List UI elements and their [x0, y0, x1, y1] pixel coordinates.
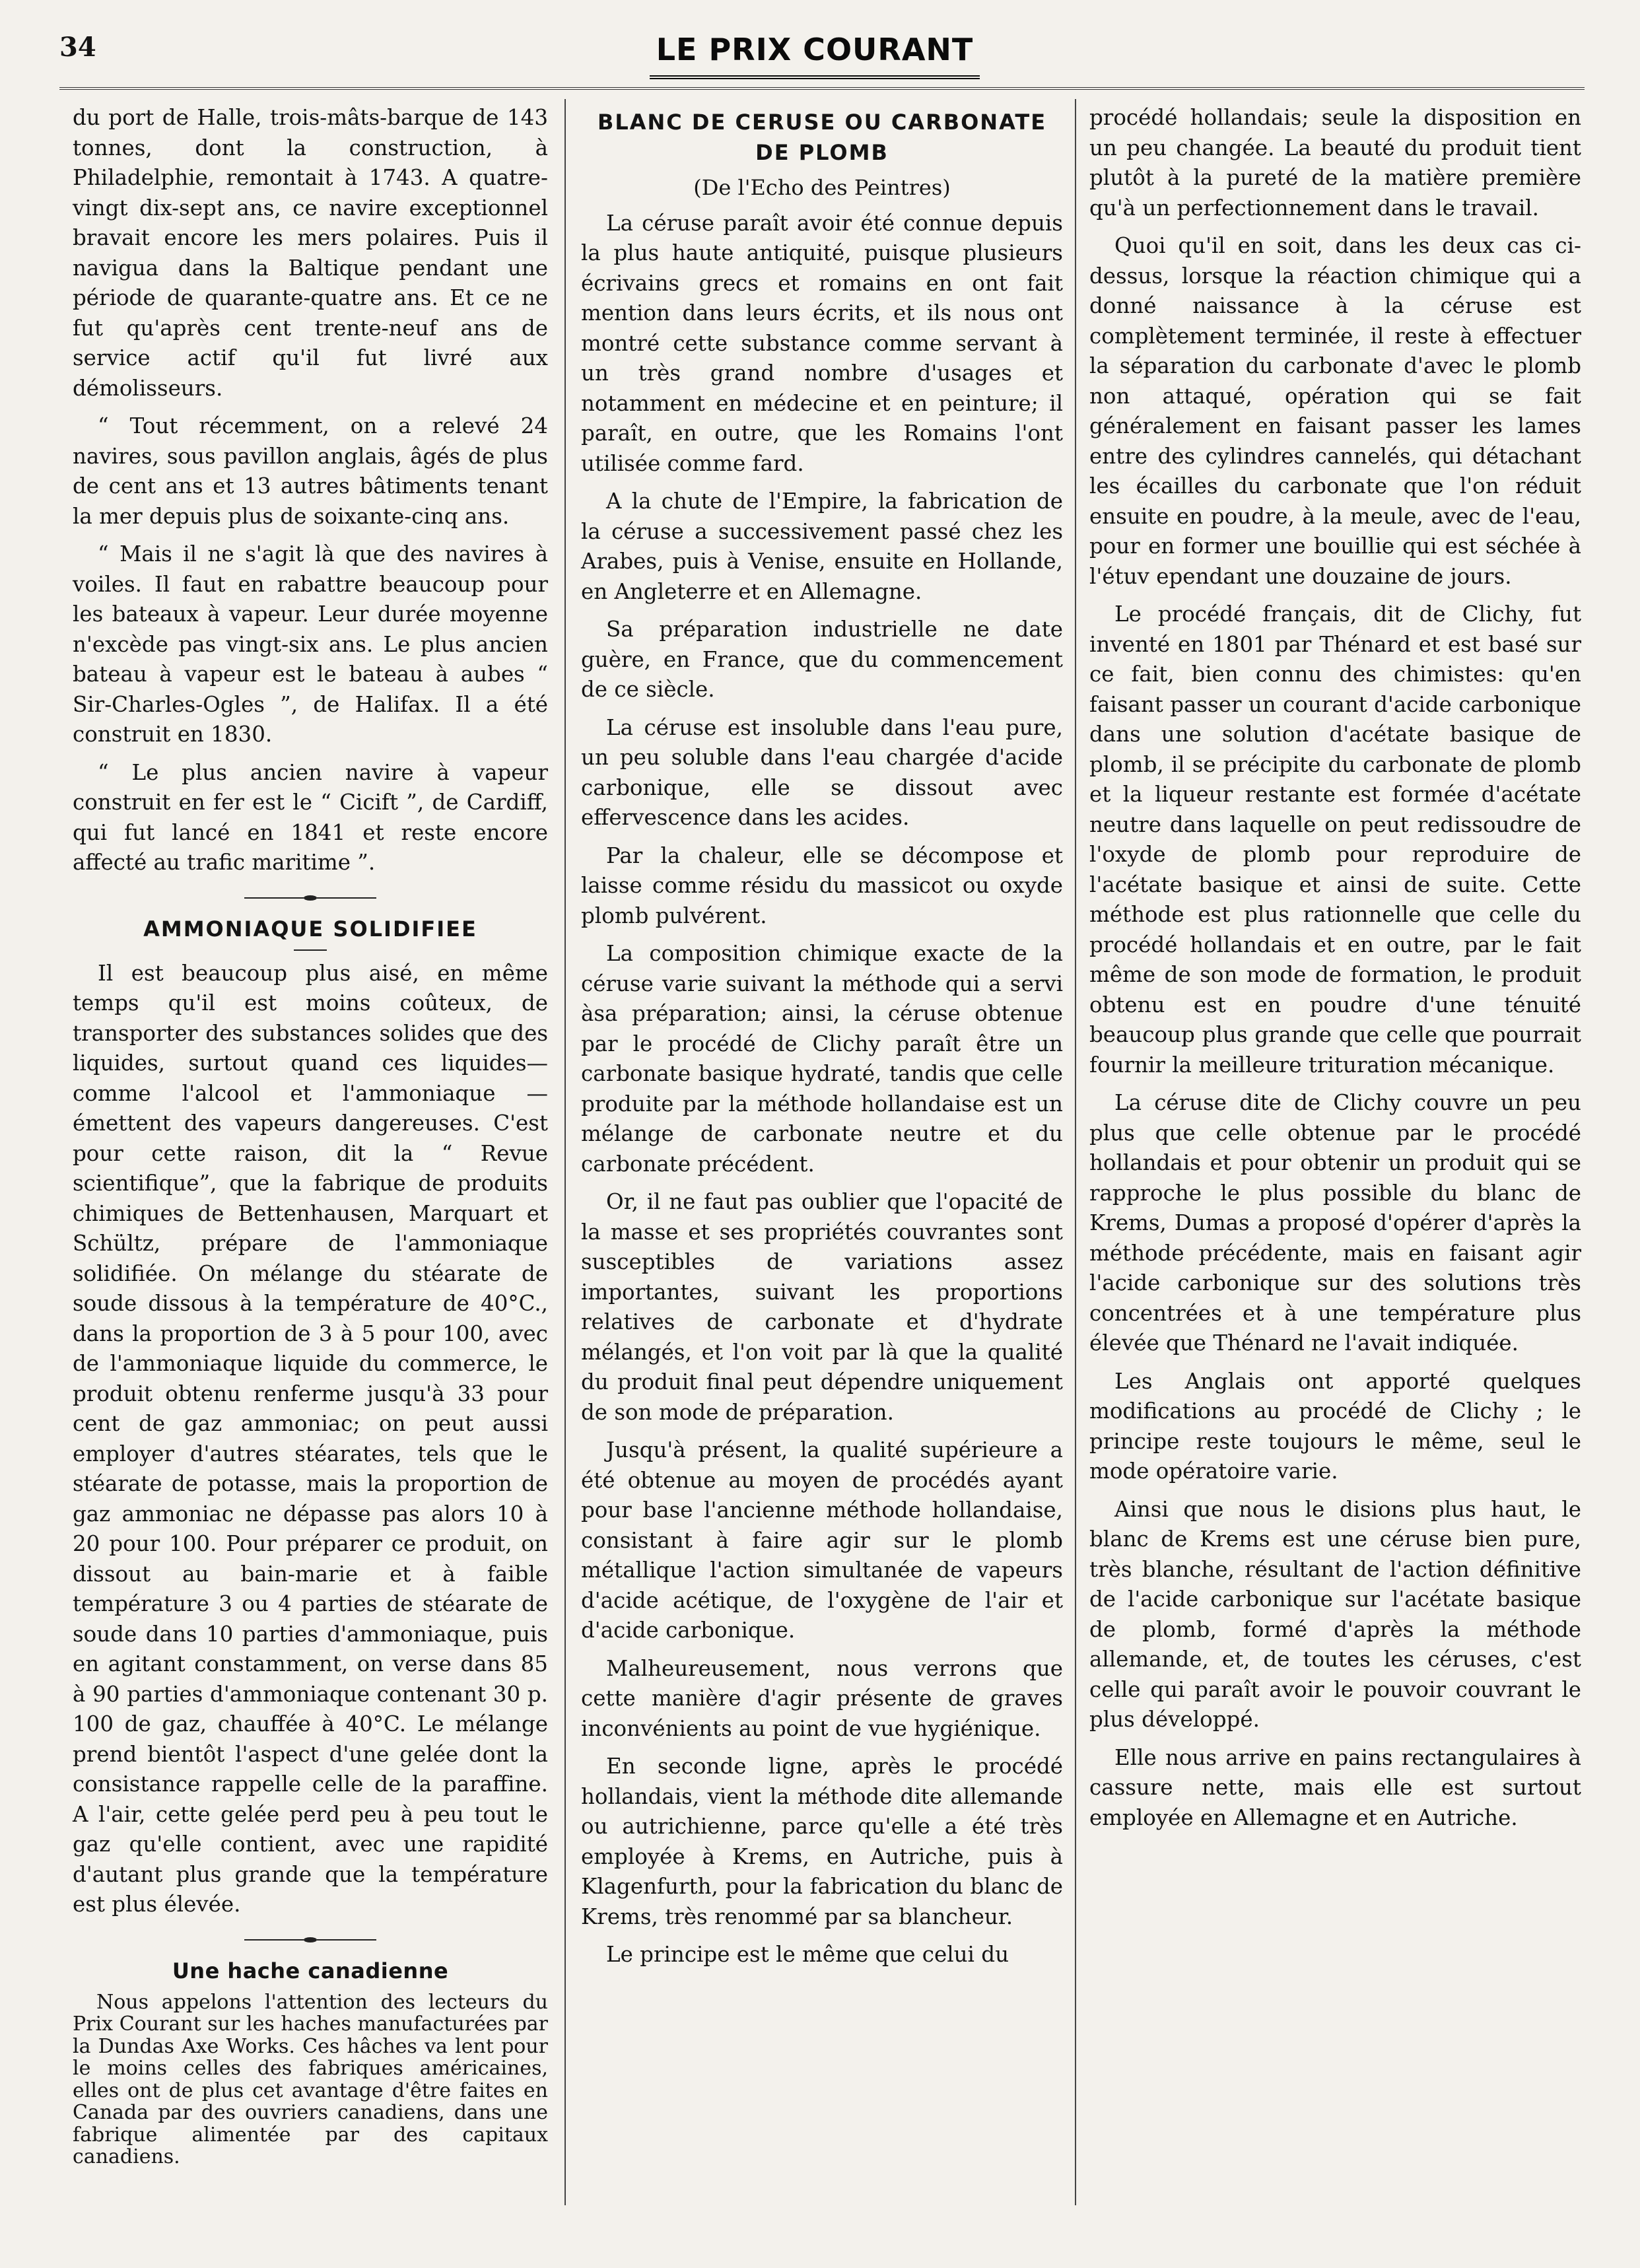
ammoniaque-title: AMMONIAQUE SOLIDIFIEE [143, 916, 477, 942]
header-rule [59, 87, 1585, 90]
title-underline [294, 949, 327, 951]
column-1 [73, 103, 548, 2168]
ceruse-continued-paragraph: Les Anglais ont apporté quelques modifications au procédé de Clichy ; le principe reste toujours le même, seul le mode opératoire varie. [1089, 1368, 1581, 1484]
navires-paragraph-4: “ Le plus ancien navire à vapeur construit en fer est le “ Cicift ”, de Cardiff, qui fut lancé en 1841 et reste encore affecté au trafic maritime ”. [73, 759, 548, 875]
navires-paragraph-1: du port de Halle, trois-mâts-barque de 143 tonnes, dont la construction, à Philadelphie, remontait à 1743. A quatre-vingt dix-sept ans, ce navire exceptionnel bravait encore les mers polaires. Puis il navigua dans la Baltique pendant une période de quarante-quatre ans. Et ce ne fut qu'après cent trente-neuf ans de service actif qu'il fut livré aux démolisseurs. [73, 105, 548, 401]
ceruse-continued-paragraph: Ainsi que nous le disions plus haut, le blanc de Krems est une céruse bien pure, très blanche, résultant de l'action définitive de l'acide carbonique sur l'acétate basique de plomb, formé d'après la méthode allemande, et, de toutes les céruses, c'est celle qui paraît avoir le pouvoir couvrant le plus développé. [1089, 1496, 1581, 1732]
ceruse-paragraph: A la chute de l'Empire, la fabrication de la céruse a successivement passé chez les Arabes, puis à Venise, ensuite en Hollande, en Angleterre et en Allemagne. [581, 489, 1063, 604]
section-divider [73, 1928, 548, 1952]
navires-paragraph-3: “ Mais il ne s'agit là que des navires à voiles. Il faut en rabattre beaucoup pour les bateaux à vapeur. Leur durée moyenne n'excède pas vingt-six ans. Le plus ancien bateau à vapeur est le bateau à aubes “ Sir-Charles-Ogles ”, de Halifax. Il a été construit en 1830. [73, 541, 548, 747]
ceruse-paragraph: Or, il ne faut pas oublier que l'opacité de la masse et ses propriétés couvrantes sont susceptibles de variations assez importantes, suivant les proportions relatives de carbonate et d'hydrate mélangés, et l'on voit par là que la qualité du produit final peut dépendre uniquement de son mode de préparation. [581, 1189, 1063, 1425]
ceruse-paragraph: La céruse est insoluble dans l'eau pure, un peu soluble dans l'eau chargée d'acide carbonique, elle se dissout avec effervescence dans les acides. [581, 714, 1063, 830]
ceruse-paragraph: Malheureusement, nous verrons que cette manière d'agir présente de graves inconvénients au point de vue hygiénique. [581, 1655, 1063, 1741]
section-divider [73, 886, 548, 910]
hache-title: Une hache canadienne [172, 1958, 449, 1983]
ceruse-paragraph: Jusqu'à présent, la qualité supérieure a été obtenue au moyen de procédés ayant pour base l'ancienne méthode hollandaise, consistant à faire agir sur le plomb métallique l'action simultanée de vapeurs d'acide acétique, de l'oxygène de l'air et d'acide carbonique. [581, 1437, 1063, 1643]
ceruse-title: BLANC DE CERUSE OU CARBONATE DE PLOMB [597, 110, 1047, 165]
ceruse-paragraph: Le principe est le même que celui du [606, 1942, 1009, 1967]
ceruse-continued-paragraph: procédé hollandais; seule la disposition en un peu changée. La beauté du produit tient plutôt à la pureté de la matière première qu'à un perfectionnement dans le travail. [1089, 105, 1581, 221]
ceruse-paragraph: Par la chaleur, elle se décompose et laisse comme résidu du massicot ou oxyde plomb pulvérent. [581, 842, 1063, 928]
ceruse-subtitle: (De l'Echo des Peintres) [693, 175, 951, 200]
hache-paragraph: Nous appelons l'attention des lecteurs du Prix Courant sur les haches manufacturées par la Dundas Axe Works. Ces hâches va lent pour le moins celles des fabriques américaines, elles ont de plus cet avantage d'être faites en Canada par des ouvriers canadiens, dans une fabrique alimentée par des capitaux canadiens. [73, 1990, 548, 2168]
ceruse-paragraph: Sa préparation industrielle ne date guère, en France, que du commencement de ce siècle. [581, 617, 1063, 702]
ceruse-paragraph: La céruse paraît avoir été connue depuis la plus haute antiquité, puisque plusieurs écrivains grecs et romains en ont fait mention dans leurs écrits, et ils nous ont montré cette substance comme servant à un très grand nombre d'usages et notamment en médecine et en peinture; il paraît, en outre, que les Romains l'ont utilisée comme fard. [581, 210, 1063, 476]
ceruse-continued-paragraph: Elle nous arrive en pains rectangulaires à cassure nette, mais elle est surtout employée en Allemagne et en Autriche. [1089, 1744, 1581, 1830]
column-divider-1 [564, 99, 566, 2205]
ceruse-paragraph: La composition chimique exacte de la céruse varie suivant la méthode qui a servi àsa préparation; ainsi, la céruse obtenue par le procédé de Clichy paraît être un carbonate basique hydraté, tandis que celle produite par la méthode hollandaise est un mélange de carbonate neutre et du carbonate précédent. [581, 941, 1063, 1177]
masthead-logo: LE PRIX COURANT [650, 24, 980, 79]
column-3 [1089, 103, 1581, 1841]
column-2 [581, 103, 1063, 1978]
ceruse-continued-paragraph: Quoi qu'il en soit, dans les deux cas ci-dessus, lorsque la réaction chimique qui a donné naissance à la céruse est complètement terminée, il reste à effectuer la séparation du carbonate d'avec le plomb non attaqué, opération qui se fait généralement en faisant passer les lames entre des cylindres cannelés, qui détachant les écailles du carbonate que l'on réduit ensuite en poudre, à la meule, avec de l'eau, pour en former une bouillie qui est séchée à l'étuv ependant une douzaine de jours. [1089, 233, 1581, 589]
ceruse-paragraph: En seconde ligne, après le procédé hollandais, vient la méthode dite allemande ou autrichienne, parce qu'elle a été très employée à Krems, en Autriche, puis à Klagenfurth, pour la fabrication du blanc de Krems, très renommé par sa blancheur. [581, 1754, 1063, 1929]
ceruse-continued-paragraph: Le procédé français, dit de Clichy, fut inventé en 1801 par Thénard et est basé sur ce fait, bien connu des chimistes: qu'en faisant passer un courant d'acide carbonique dans une solution d'acétate basique de plomb, il se précipite du carbonate de plomb et la liqueur restante est formée d'acétate neutre dans laquelle on peut redissoudre de l'oxyde de plomb pour reproduire de l'acétate basique et ainsi de suite. Cette méthode est plus rationnelle que celle du procédé hollandais et en outre, par le fait même de son mode de formation, le produit obtenu est en poudre d'une ténuité beaucoup plus grande que celle que pourrait fournir la meilleure trituration mécanique. [1089, 601, 1581, 1078]
column-divider-2 [1075, 99, 1076, 2205]
page-number: 34 [59, 32, 96, 63]
hache-notice [73, 1991, 548, 2168]
ceruse-continued-paragraph: La céruse dite de Clichy couvre un peu plus que celle obtenue par le procédé hollandais et pour obtenir un produit qui se rapproche le plus possible du blanc de Krems, Dumas a proposé d'opérer d'après la méthode précédente, mais en faisant agir l'acide carbonique sur des solutions très concentrées et à une température plus élevée que Thénard ne l'avait indiquée. [1089, 1090, 1581, 1356]
ammoniaque-paragraph: Il est beaucoup plus aisé, en même temps qu'il est moins coûteux, de transporter des substances solides que des liquides, surtout quand ces liquides—comme l'alcool et l'ammoniaque — émettent des vapeurs dangereuses. C'est pour cette raison, dit la “ Revue scientifique”, que la fabrique de produits chimiques de Bettenhausen, Marquart et Schültz, prépare de l'ammoniaque solidifiée. On mélange du stéarate de soude dissous à la température de 40°C., dans la proportion de 3 à 5 pour 100, avec de l'ammoniaque liquide du commerce, le produit obtenu renferme jusqu'à 33 pour cent de gaz ammoniac; on peut aussi employer d'autres stéarates, tels que le stéarate de potasse, mais la proportion de gaz ammoniac ne dépasse pas alors 10 à 20 pour 100. Pour préparer ce produit, on dissout au bain-marie et à faible température 3 ou 4 parties de stéarate de soude dans 10 parties d'ammoniaque, puis en agitant constamment, on verse dans 85 à 90 parties d'ammoniaque contenant 30 p. 100 de gaz, chauffée à 40°C. Le mélange prend bientôt l'aspect d'une gelée dont la consistance rappelle celle de la paraffine. A l'air, cette gelée perd peu à peu tout le gaz qu'elle contient, avec une rapidité d'autant plus grande que la température est plus élevée. [73, 960, 548, 1917]
page-header [0, 0, 1640, 92]
navires-paragraph-2: “ Tout récemment, on a relevé 24 navires, sous pavillon anglais, âgés de plus de cent ans et 13 autres bâtiments tenant la mer depuis plus de soixante-cinq ans. [73, 413, 548, 529]
